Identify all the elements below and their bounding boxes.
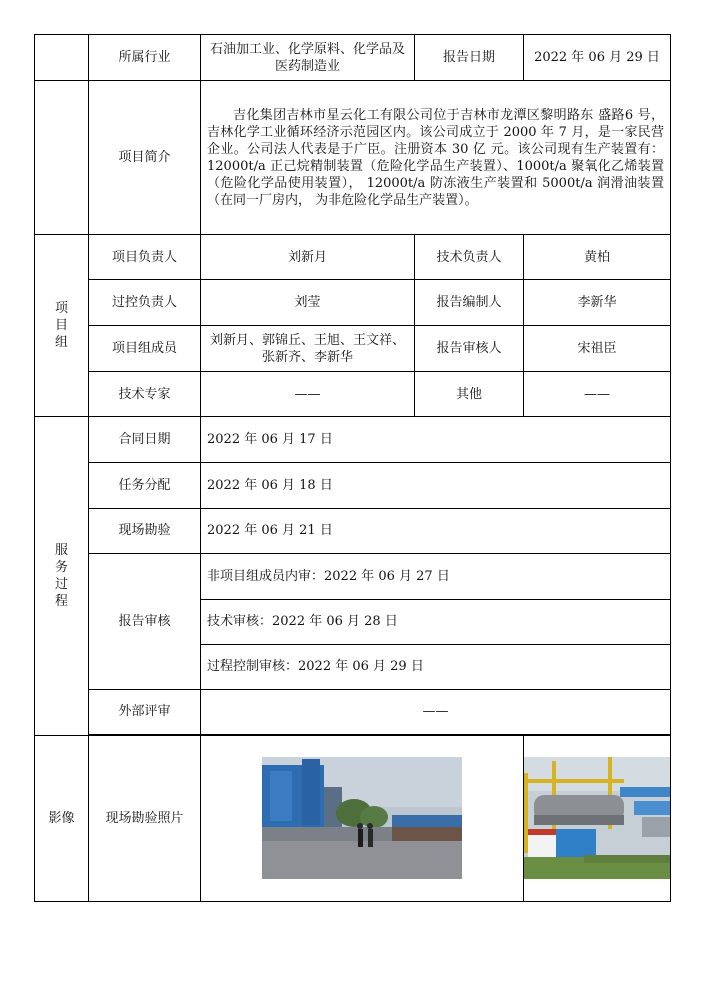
review-item: 过程控制审核：2022 年 06 月 29 日: [201, 644, 671, 689]
review-item: 技术审核：2022 年 06 月 28 日: [201, 599, 671, 644]
team-row: [35, 372, 671, 417]
project-intro-row: [35, 81, 671, 235]
industry-row: [35, 35, 671, 81]
team-value: 李新华: [524, 280, 671, 326]
task-assign-value: 2022 年 06 月 18 日: [201, 463, 671, 508]
site-photo-entrance: [262, 757, 462, 879]
report-review-label: 报告审核: [89, 553, 201, 689]
team-key: 技术负责人: [415, 235, 524, 280]
team-key: 技术专家: [89, 372, 201, 417]
team-value: 刘莹: [201, 280, 415, 326]
team-key: 报告编制人: [415, 280, 524, 326]
project-team-section-label: 项 目 组: [35, 235, 89, 417]
team-value: ——: [201, 372, 415, 417]
industry-value: 石油加工业、化学原料、化学品及医药制造业: [201, 35, 415, 81]
service-row: [35, 689, 671, 734]
external-review-label: 外部评审: [89, 689, 201, 734]
external-review-value: ——: [201, 689, 671, 734]
team-key: 报告审核人: [415, 326, 524, 372]
team-row: [35, 326, 671, 372]
team-value: 刘新月、郭锦丘、王旭、王文祥、张新齐、李新华: [201, 326, 415, 372]
photo-cell-2: [524, 735, 671, 901]
team-value: 宋祖臣: [524, 326, 671, 372]
report-date-value: 2022 年 06 月 29 日: [524, 35, 671, 81]
team-key: 项目负责人: [89, 235, 201, 280]
images-section-label: 影像: [35, 735, 89, 901]
service-row: [35, 463, 671, 508]
team-key: 过控负责人: [89, 280, 201, 326]
team-key: 其他: [415, 372, 524, 417]
report-date-label: 报告日期: [415, 35, 524, 81]
site-survey-label: 现场勘验: [89, 508, 201, 553]
report-form-table: [34, 34, 671, 902]
team-row: [35, 235, 671, 280]
review-item: 非项目组成员内审：2022 年 06 月 27 日: [201, 553, 671, 599]
project-intro-text: 吉化集团吉林市星云化工有限公司位于吉林市龙潭区黎明路东 盛路6 号，吉林化学工业循环经济示范园区内。该公司成立于 2000 年 7 月，是一家民营企业。公司法人代表是于广臣。注册资本 30 亿 元。该公司现有生产装置有：12000t/a 正己烷精制装置（危险化学品生产装置）、1000t/a 聚氧化乙烯装置（危险化学品使用装置）， 12000t/a 防冻液生产装置和 5000t/a 润滑油装置（在同一厂房内， 为非危险化学品生产装置）。: [207, 107, 664, 208]
team-value: 刘新月: [201, 235, 415, 280]
blank-cell: [35, 35, 89, 81]
service-process-section-label: 服 务 过 程: [35, 417, 89, 735]
site-photo-equipment: [524, 757, 670, 879]
photo-cell-1: [201, 735, 524, 901]
images-row: [35, 735, 671, 901]
blank-cell: [35, 81, 89, 235]
team-row: [35, 280, 671, 326]
contract-date-label: 合同日期: [89, 417, 201, 463]
team-value: 黄柏: [524, 235, 671, 280]
team-value: ——: [524, 372, 671, 417]
industry-label: 所属行业: [89, 35, 201, 81]
project-intro-label: 项目简介: [89, 81, 201, 235]
site-photos-label: 现场勘验照片: [89, 735, 201, 901]
team-key: 项目组成员: [89, 326, 201, 372]
service-row: [35, 508, 671, 553]
service-row: [35, 417, 671, 463]
site-survey-value: 2022 年 06 月 21 日: [201, 508, 671, 553]
service-row: [35, 553, 671, 599]
contract-date-value: 2022 年 06 月 17 日: [201, 417, 671, 463]
task-assign-label: 任务分配: [89, 463, 201, 508]
